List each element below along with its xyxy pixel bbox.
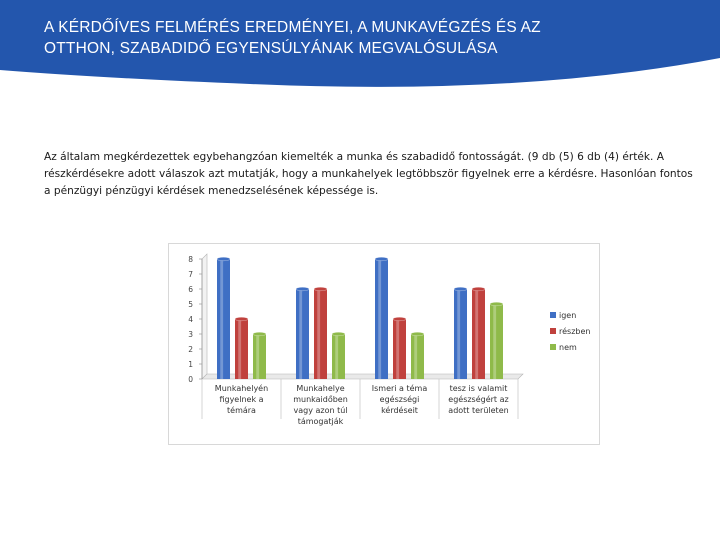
x-axis-labels: [202, 379, 518, 426]
bar-cap: [314, 287, 327, 291]
legend-swatch: [550, 312, 556, 318]
legend-item-nem: [550, 343, 577, 352]
bar-igen: [454, 287, 467, 379]
bar-cap: [393, 317, 406, 321]
bar-front: [332, 334, 345, 379]
bar-részben: [235, 317, 248, 379]
bar-front: [490, 304, 503, 379]
bar-cap: [490, 302, 503, 306]
legend-swatch: [550, 328, 556, 334]
x-tick-label: [448, 384, 508, 415]
legend-label: részben: [559, 327, 591, 336]
x-tick-label: [293, 384, 348, 426]
bar-cap: [217, 257, 230, 261]
bar-highlight: [335, 334, 338, 379]
bar-highlight: [414, 334, 417, 379]
bar-cap: [253, 332, 266, 336]
bar-chart: [168, 243, 598, 443]
y-tick-label: 2: [188, 345, 193, 354]
bar-highlight: [299, 289, 302, 379]
bar-front: [375, 259, 388, 379]
y-tick-label: 0: [188, 375, 193, 384]
bar-front: [393, 319, 406, 379]
bar-igen: [217, 257, 230, 379]
bar-highlight: [220, 259, 223, 379]
legend-item-részben: [550, 326, 590, 336]
x-tick-label-line: vagy azon túl: [293, 406, 348, 415]
legend-label: nem: [559, 343, 577, 352]
bar-cap: [454, 287, 467, 291]
bar-cap: [332, 332, 345, 336]
bar-front: [454, 289, 467, 379]
y-tick-label: 1: [188, 360, 193, 369]
legend: [550, 311, 590, 352]
bar-cap: [472, 287, 485, 291]
bar-cap: [296, 287, 309, 291]
bar-front: [472, 289, 485, 379]
y-tick-label: 6: [188, 285, 193, 294]
bar-cap: [411, 332, 424, 336]
bar-highlight: [457, 289, 460, 379]
x-tick-label: [372, 383, 428, 415]
bar-front: [411, 334, 424, 379]
x-tick-label-line: figyelnek a: [219, 395, 264, 404]
bar-cap: [375, 257, 388, 261]
x-tick-label-line: Munkahelyén: [214, 384, 269, 393]
x-tick-label-line: témára: [227, 406, 256, 415]
bar-részben: [314, 287, 327, 379]
bar-highlight: [378, 259, 381, 379]
bar-nem: [490, 302, 503, 379]
bar-részben: [472, 287, 485, 379]
x-tick-label: [215, 383, 268, 415]
legend-swatch: [550, 344, 556, 350]
bar-highlight: [493, 304, 496, 379]
bar-front: [314, 289, 327, 379]
x-tick-label-line: egészségért az: [448, 395, 509, 404]
x-tick-label-line: tesz is valamit: [449, 384, 508, 393]
y-tick-label: 5: [188, 300, 193, 309]
x-tick-label-line: kérdéseit: [381, 406, 418, 415]
bar-cap: [235, 317, 248, 321]
y-tick-label: 3: [188, 330, 193, 339]
bar-front: [253, 334, 266, 379]
bars: [217, 257, 503, 379]
x-tick-label-line: munkaidőben: [293, 395, 348, 404]
bar-highlight: [317, 289, 320, 379]
bar-részben: [393, 317, 406, 379]
side-wall: [202, 254, 207, 379]
body-paragraph: Az általam megkérdezettek egybehangzóan kiemelték a munka és szabadidő fontosságát. (9 db (5) 6 db (4) érték. A részkérdésekre adott válaszok azt mutatják, hogy a munkahelyek legtöbbször figyelnek erre a kérdésre. Hasonlóan fontos a pénzügyi pénzügyi kérdések menedzselésének képessége is.: [44, 151, 693, 197]
y-tick-label: 7: [188, 270, 193, 279]
bar-front: [217, 259, 230, 379]
bar-front: [296, 289, 309, 379]
y-tick-label: 8: [188, 255, 193, 264]
x-tick-label-line: támogatják: [297, 417, 344, 426]
bar-highlight: [475, 289, 478, 379]
x-tick-label-line: egészségi: [379, 395, 420, 404]
y-tick-label: 4: [188, 315, 193, 324]
bar-highlight: [238, 319, 241, 379]
bar-front: [235, 319, 248, 379]
x-tick-label-line: adott területen: [448, 406, 509, 415]
title-banner: [0, 0, 720, 96]
page-title: A KÉRDŐÍVES FELMÉRÉS EREDMÉNYEI, A MUNKAVÉGZÉS ÉS AZ OTTHON, SZABADIDŐ EGYENSÚLYÁNAK MEGVALÓSULÁSA: [44, 19, 541, 57]
x-tick-label-line: Munkahelye: [296, 384, 345, 393]
bar-igen: [296, 287, 309, 379]
bar-nem: [253, 332, 266, 379]
bar-nem: [411, 332, 424, 379]
legend-label: igen: [559, 311, 577, 320]
bar-igen: [375, 257, 388, 379]
x-tick-label-line: Ismeri a téma: [371, 384, 428, 393]
bar-highlight: [256, 334, 259, 379]
legend-item-igen: [550, 311, 576, 320]
bar-highlight: [396, 319, 399, 379]
bar-nem: [332, 332, 345, 379]
